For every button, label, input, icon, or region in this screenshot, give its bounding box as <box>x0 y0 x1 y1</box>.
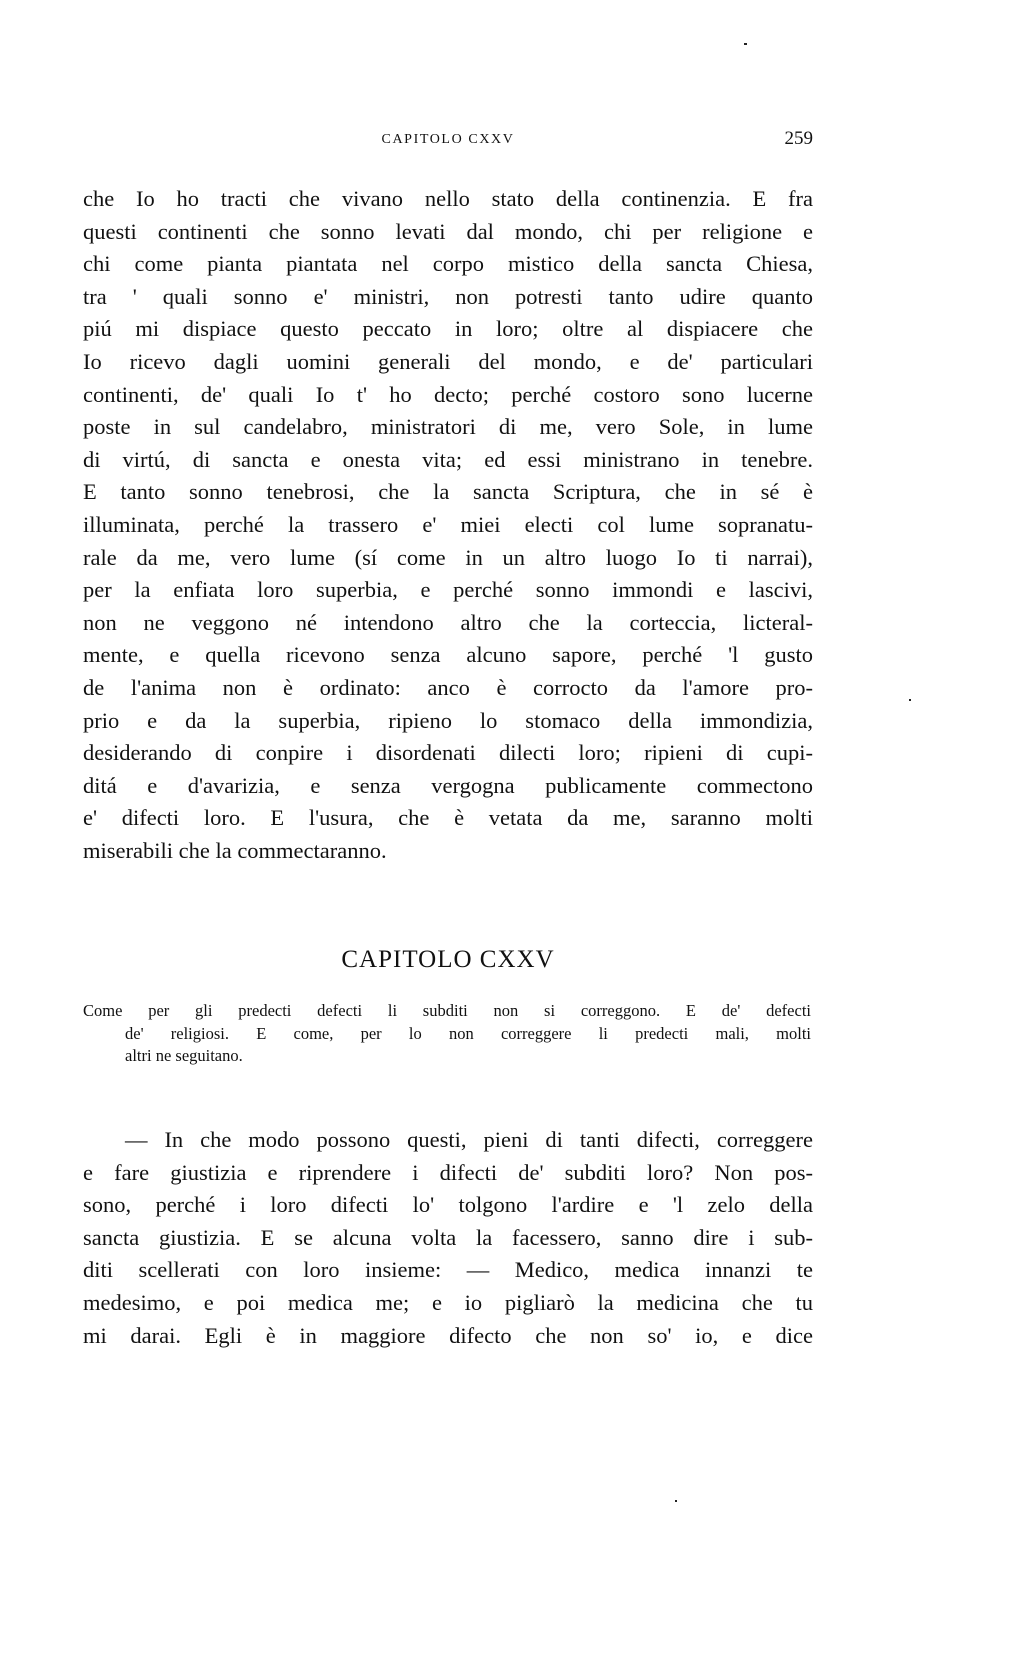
text-line: — In che modo possono questi, pieni di tanti difecti, correggere <box>125 1127 813 1152</box>
text-line: E tanto sonno tenebrosi, che la sancta Scriptura, che in sé è <box>83 479 813 505</box>
running-header <box>83 128 813 152</box>
text-line: illuminata, perché la trassero e' miei electi col lume sopranatu- <box>83 511 813 537</box>
text-line: desiderando di conpire i disordenati dilecti loro; ripieni di cupi- <box>83 740 813 766</box>
text-line: mente, e quella ricevono senza alcuno sapore, perché 'l gusto <box>83 642 813 668</box>
text-line: e' difecti loro. E l'usura, che è vetata da me, saranno molti <box>83 805 813 831</box>
text-line: rale da me, vero lume (sí come in un altro luogo Io ti narrai), <box>83 544 813 570</box>
text-line: poste in sul candelabro, ministratori di me, vero Sole, in lume <box>83 414 813 440</box>
text-line: che Io ho tracti che vivano nello stato della continenzia. E fra <box>83 186 813 211</box>
page-number: 259 <box>784 128 813 149</box>
text-line: e fare giustizia e riprendere i difecti de' subditi loro? Non pos- <box>83 1159 813 1185</box>
text-line: tra ' quali sonno e' ministri, non potresti tanto udire quanto <box>83 283 813 309</box>
summary-line: Come per gli predecti defecti li subditi non si correggono. E de' defecti <box>83 1001 811 1020</box>
chapter-title: CAPITOLO CXXV <box>341 946 555 973</box>
text-line: Io ricevo dagli uomini generali del mondo, e de' particulari <box>83 348 813 374</box>
text-line: chi come pianta piantata nel corpo mistico della sancta Chiesa, <box>83 251 813 277</box>
paragraph-continuation <box>83 183 813 867</box>
text-line: piú mi dispiace questo peccato in loro; oltre al dispiacere che <box>83 316 813 342</box>
text-line: diti scellerati con loro insieme: — Medico, medica innanzi te <box>83 1257 813 1283</box>
text-line: non ne veggono né intendono altro che la corteccia, licteral- <box>83 609 813 635</box>
text-line: di virtú, di sancta e onesta vita; ed essi ministrano in tenebre. <box>83 446 813 472</box>
text-line: sancta giustizia. E se alcuna volta la facessero, sanno dire i sub- <box>83 1224 813 1250</box>
text-line: per la enfiata loro superbia, e perché sonno immondi e lascivi, <box>83 577 813 603</box>
scan-speck <box>675 1500 677 1502</box>
text-line: sono, perché i loro difecti lo' tolgono l'ardire e 'l zelo della <box>83 1192 813 1218</box>
paragraph-chapter-opening <box>83 1124 813 1352</box>
scan-speck <box>909 699 911 701</box>
text-line: prio e da la superbia, ripieno lo stomaco della immondizia, <box>83 707 813 733</box>
running-title: CAPITOLO CXXV <box>381 132 515 147</box>
scan-speck <box>744 43 747 45</box>
text-line: mi darai. Egli è in maggiore difecto che non so' io, e dice <box>83 1322 813 1348</box>
text-line: continenti, de' quali Io t' ho decto; perché costoro sono lucerne <box>83 381 813 407</box>
text-line: questi continenti che sonno levati dal mondo, chi per religione e <box>83 218 813 244</box>
text-line: de l'anima non è ordinato: anco è corrocto da l'amore pro- <box>83 674 813 700</box>
chapter-summary <box>83 1000 811 1068</box>
text-line: miserabili che la commectaranno. <box>83 837 387 863</box>
text-line: medesimo, e poi medica me; e io pigliarò la medicina che tu <box>83 1289 813 1315</box>
summary-line: de' religiosi. E come, per lo non correggere li predecti mali, molti <box>125 1023 811 1043</box>
text-line: ditá e d'avarizia, e senza vergogna publicamente commectono <box>83 772 813 798</box>
summary-line: altri ne seguitano. <box>125 1046 243 1065</box>
